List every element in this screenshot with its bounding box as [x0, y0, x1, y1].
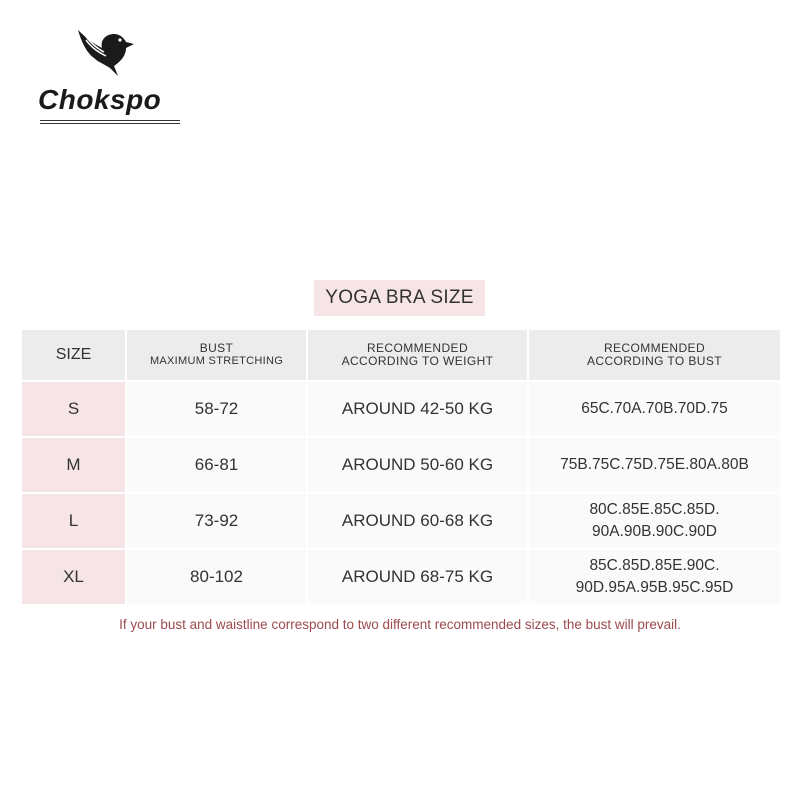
table-header-row	[22, 330, 780, 380]
size-cell: XL	[22, 550, 125, 604]
header-bust-label: BUST	[199, 341, 234, 355]
header-weight	[308, 330, 527, 380]
header-weight-sub: ACCORDING TO WEIGHT	[341, 354, 494, 368]
cup-size-line: 80C.85E.85C.85D.	[589, 501, 720, 518]
header-bust	[127, 330, 306, 380]
cup-size-cell	[529, 438, 780, 492]
table-row	[22, 382, 780, 436]
brand-underline	[40, 120, 180, 126]
size-table	[20, 328, 782, 606]
bust-range-cell: 66-81	[127, 438, 306, 492]
table-row	[22, 438, 780, 492]
header-weight-label: RECOMMENDED	[366, 341, 469, 355]
weight-cell: AROUND 68-75 KG	[308, 550, 527, 604]
size-cell: L	[22, 494, 125, 548]
size-cell: S	[22, 382, 125, 436]
cup-size-line: 75B.75C.75D.75E.80A.80B	[560, 456, 749, 473]
brand-logo	[38, 28, 188, 118]
weight-cell: AROUND 50-60 KG	[308, 438, 527, 492]
cup-size-line: 90A.90B.90C.90D	[592, 523, 717, 540]
eagle-logo-icon	[76, 28, 140, 78]
table-row	[22, 494, 780, 548]
header-size: SIZE	[22, 330, 125, 380]
cup-size-cell	[529, 382, 780, 436]
header-cup	[529, 330, 780, 380]
weight-cell: AROUND 42-50 KG	[308, 382, 527, 436]
cup-size-line: 65C.70A.70B.70D.75	[581, 400, 728, 417]
cup-size-line: 85C.85D.85E.90C.	[589, 557, 720, 574]
cup-size-cell	[529, 550, 780, 604]
bust-range-cell: 58-72	[127, 382, 306, 436]
bust-range-cell: 73-92	[127, 494, 306, 548]
page-title: YOGA BRA SIZE	[314, 280, 485, 316]
size-note: If your bust and waistline correspond to two different recommended sizes, the bust will prevail.	[119, 617, 681, 632]
table-row	[22, 550, 780, 604]
brand-name: Chokspo	[38, 84, 162, 115]
weight-cell: AROUND 60-68 KG	[308, 494, 527, 548]
size-cell: M	[22, 438, 125, 492]
header-cup-label: RECOMMENDED	[603, 341, 706, 355]
cup-size-line: 90D.95A.95B.95C.95D	[575, 579, 734, 596]
cup-size-cell	[529, 494, 780, 548]
header-bust-sub: MAXIMUM STRETCHING	[149, 355, 284, 367]
header-cup-sub: ACCORDING TO BUST	[586, 354, 723, 368]
bust-range-cell: 80-102	[127, 550, 306, 604]
